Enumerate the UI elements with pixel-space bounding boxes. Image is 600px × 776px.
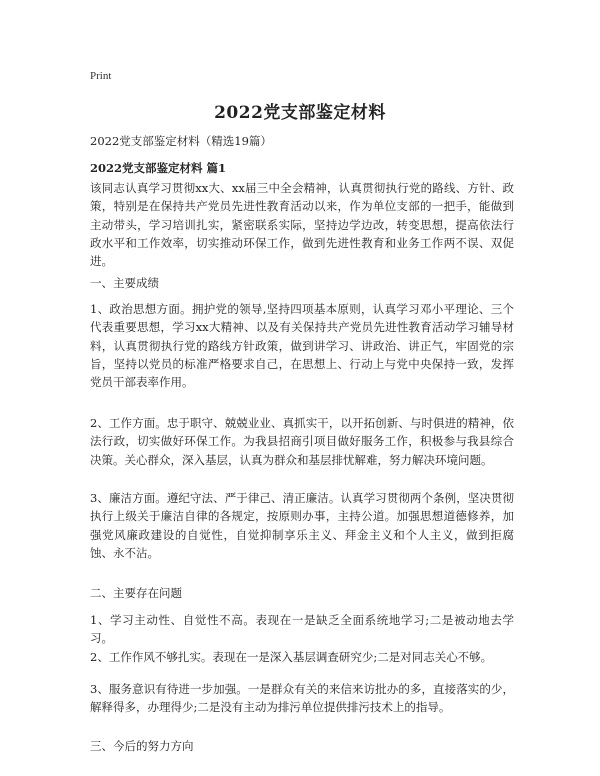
section-heading: 2022党支部鉴定材料 篇1 bbox=[90, 161, 227, 175]
print-label: Print bbox=[90, 70, 112, 82]
paragraph-problem-3: 3、服务意识有待进一步加强。一是群众有关的来信来访批办的多，直接落实的少，解释得多，办理得少;二是没有主动为排污单位提供排污技术上的指导。 bbox=[90, 682, 514, 715]
heading-direction: 三、今后的努力方向 bbox=[90, 739, 194, 753]
paragraph-political: 1、政治思想方面。拥护党的领导,坚持四项基本原则，认真学习邓小平理论、三个代表重要思想，学习xx大精神、以及有关保持共产党员先进性教育活动学习辅导材料，认真贯彻执行党的路线方针政策，做到讲学习、讲政治、讲正气，牢固党的宗旨，坚持以党员的标准严格要求自己，在思想上、行动上与党中央保持一致，发挥党员干部表率作用。 bbox=[90, 302, 514, 390]
paragraph-intro: 该同志认真学习贯彻xx大、xx届三中全会精神，认真贯彻执行党的路线、方针、政策，特别是在保持共产党员先进性教育活动以来，作为单位支部的一把手，能做到主动带头，学习培训扎实，紧密联系实际，坚持边学边改，转变思想，提高依法行政水平和工作效率，切实推动环保工作，做到先进性教育和业务工作两不误、双促进。 bbox=[90, 181, 514, 269]
document-title: 2022党支部鉴定材料 bbox=[214, 103, 386, 123]
paragraph-work: 2、工作方面。忠于职守、兢兢业业、真抓实干，以开拓创新、与时俱进的精神，依法行政，切实做好环保工作。为我县招商引项目做好服务工作，积极参与我县综合决策。关心群众，深入基层，认真为群众和基层排忧解难，努力解决环境问题。 bbox=[90, 416, 514, 467]
heading-problems: 二、主要存在问题 bbox=[90, 586, 182, 600]
paragraph-problem-1: 1、学习主动性、自觉性不高。表现在一是缺乏全面系统地学习;二是被动地去学习。 bbox=[90, 613, 514, 646]
paragraph-problem-2: 2、工作作风不够扎实。表现在一是深入基层调查研究少;二是对同志关心不够。 bbox=[90, 650, 493, 664]
heading-achievements: 一、主要成绩 bbox=[90, 276, 159, 290]
document-subtitle: 2022党支部鉴定材料（精选19篇） bbox=[90, 134, 272, 148]
paragraph-integrity: 3、廉洁方面。遵纪守法、严于律己、清正廉洁。认真学习贯彻两个条例，坚决贯彻执行上级关于廉洁自律的各规定，按原则办事，主持公道。加强思想道德修养，加强党风廉政建设的自觉性，自觉抑制享乐主义、拜金主义和个人主义，做到拒腐蚀、永不沾。 bbox=[90, 491, 514, 560]
